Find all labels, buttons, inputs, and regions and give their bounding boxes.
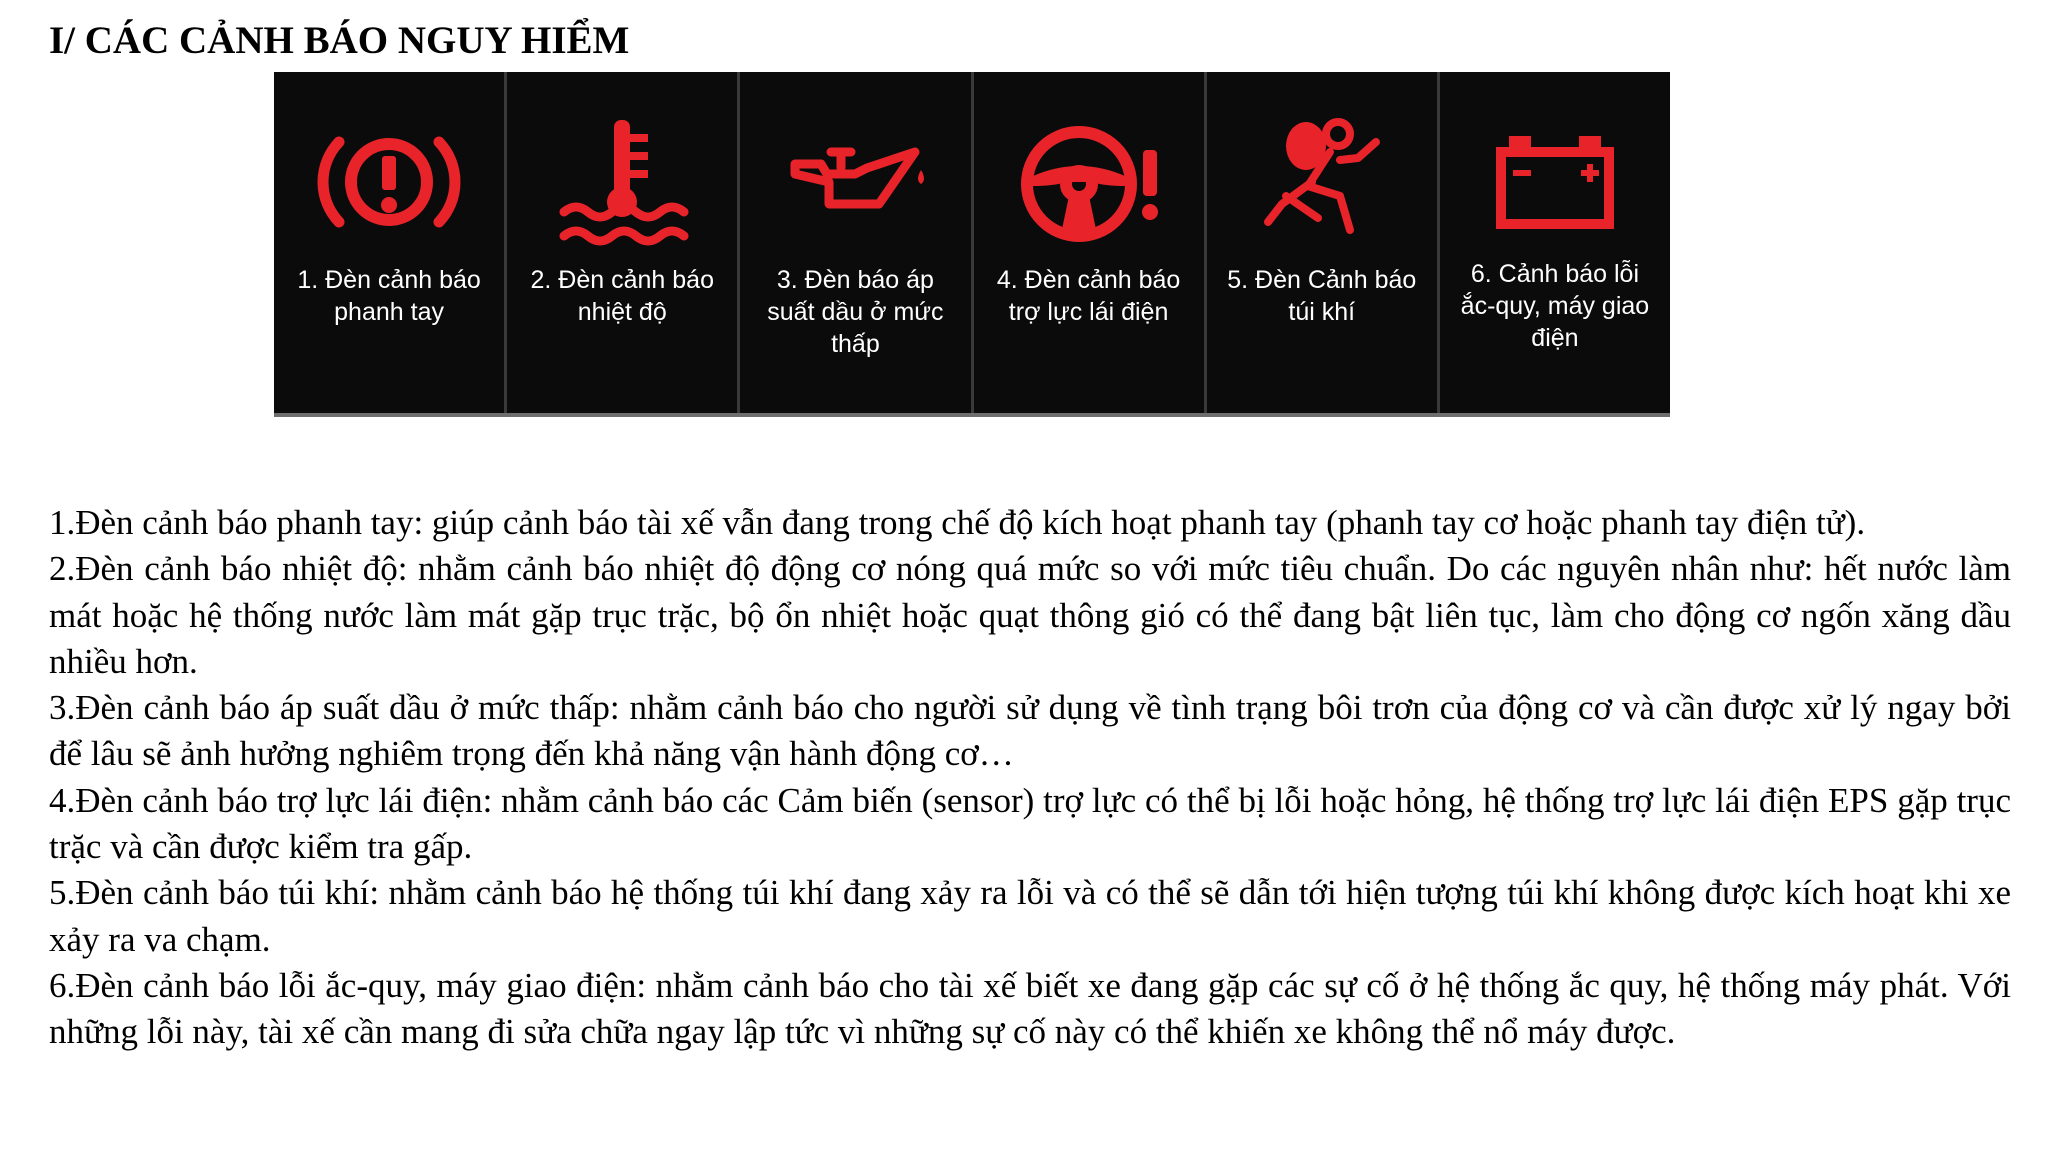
page-heading: I/ CÁC CẢNH BÁO NGUY HIỂM	[49, 19, 630, 62]
paragraph-airbag: 5.Đèn cảnh báo túi khí: nhằm cảnh báo hệ thống túi khí đang xảy ra lỗi và có thể sẽ dẫn tới hiện tượng túi khí không được kích hoạt khi xe xảy ra va chạm.	[49, 873, 2011, 959]
warning-cell-brake	[274, 72, 507, 413]
warning-cell-temperature	[507, 72, 740, 413]
warning-cell-steering	[974, 72, 1207, 413]
brake-warning-icon	[309, 112, 469, 252]
paragraph-brake: 1.Đèn cảnh báo phanh tay: giúp cảnh báo tài xế vẫn đang trong chế độ kích hoạt phanh tay (phanh tay cơ hoặc phanh tay điện tử).	[49, 503, 1866, 542]
warning-lights-panel	[274, 72, 1670, 417]
warning-label: 6. Cảnh báo lỗi ắc-quy, máy giao điện	[1460, 260, 1650, 352]
paragraph-temperature: 2.Đèn cảnh báo nhiệt độ: nhằm cảnh báo nhiệt độ động cơ nóng quá mức so với mức tiêu chuẩn. Do các nguyên nhân như: hết nước làm mát hoặc hệ thống nước làm mát gặp trục trặc, bộ ổn nhiệt hoặc quạt thông gió có thể đang bật liên tục, làm cho động cơ ngốn xăng dầu nhiều hơn.	[49, 549, 2011, 681]
power-steering-icon	[1009, 112, 1169, 252]
coolant-temperature-icon	[542, 112, 702, 252]
paragraph-power-steering: 4.Đèn cảnh báo trợ lực lái điện: nhằm cảnh báo các Cảm biến (sensor) trợ lực có thể bị lỗi hoặc hỏng, hệ thống trợ lực lái điện EPS gặp trục trặc và cần được kiểm tra gấp.	[49, 780, 2011, 867]
battery-icon	[1475, 112, 1635, 252]
paragraph-battery: 6.Đèn cảnh báo lỗi ắc-quy, máy giao điện: nhằm cảnh báo cho tài xế biết xe đang gặp các sự cố ở hệ thống ắc quy, hệ thống máy phát. Với những lỗi này, tài xế cần mang đi sửa chữa ngay lập tức vì những sự cố này có thể khiến xe không thể nổ máy được.	[49, 965, 2011, 1052]
warning-label: 1. Đèn cảnh báo phanh tay	[297, 266, 481, 326]
warning-label: 2. Đèn cảnh báo nhiệt độ	[530, 266, 714, 326]
warning-cell-oil	[740, 72, 973, 413]
warning-cell-airbag	[1207, 72, 1440, 413]
airbag-icon	[1242, 112, 1402, 252]
warning-label: 5. Đèn Cảnh báo túi khí	[1227, 266, 1417, 326]
warning-cell-battery	[1440, 72, 1670, 413]
warning-descriptions	[49, 500, 2011, 1056]
oil-pressure-icon	[775, 112, 935, 252]
warning-label: 4. Đèn cảnh báo trợ lực lái điện	[996, 266, 1181, 326]
paragraph-oil-pressure: 3.Đèn cảnh báo áp suất dầu ở mức thấp: nhằm cảnh báo cho người sử dụng về tình trạng bôi trơn của động cơ và cần được xử lý ngay bởi để lâu sẽ ảnh hưởng nghiêm trọng đến khả năng vận hành động cơ…	[49, 688, 2011, 774]
warning-label: 3. Đèn báo áp suất dầu ở mức thấp	[767, 266, 944, 358]
